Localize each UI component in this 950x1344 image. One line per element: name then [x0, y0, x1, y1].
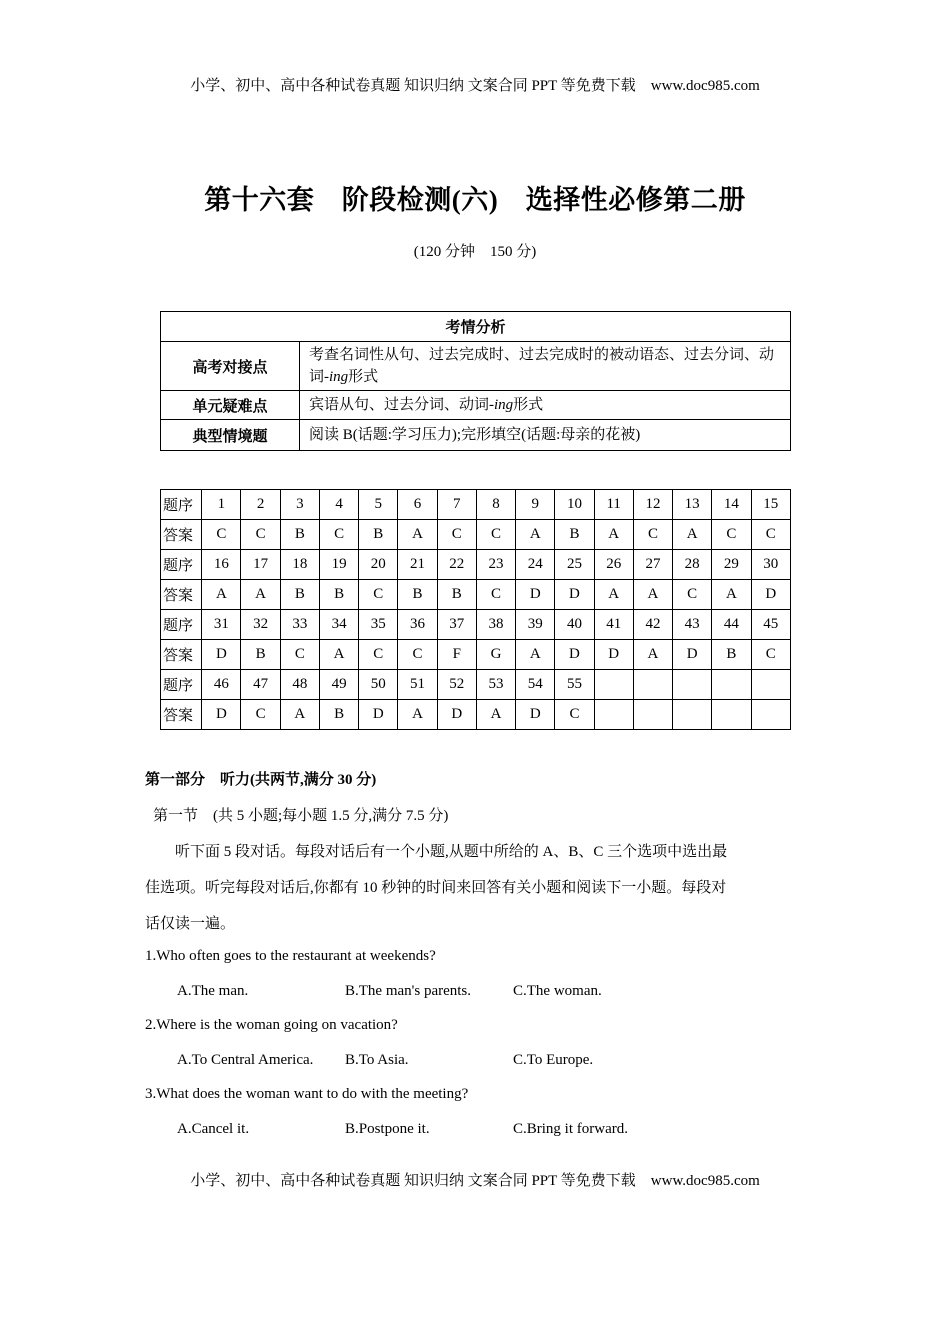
- number-row: [161, 550, 791, 580]
- answer-cell: A: [241, 580, 280, 610]
- answer-cell: C: [359, 580, 398, 610]
- subsection-heading: 第一节 (共 5 小题;每小题 1.5 分,满分 7.5 分): [153, 808, 449, 824]
- answer-cell: D: [202, 700, 241, 730]
- answer-cell: A: [633, 580, 672, 610]
- answer-cell: B: [241, 640, 280, 670]
- answer-cell: C: [633, 520, 672, 550]
- answer-cell: A: [202, 580, 241, 610]
- option-b: B.To Asia.: [345, 1052, 409, 1068]
- question-number-cell: 22: [437, 550, 476, 580]
- instructions-line: 听下面 5 段对话。每段对话后有一个小题,从题中所给的 A、B、C 三个选项中选出最: [145, 844, 728, 860]
- answer-cell: C: [202, 520, 241, 550]
- question-number-cell: 13: [673, 490, 712, 520]
- question-number-cell: 3: [280, 490, 319, 520]
- answer-row: [161, 700, 791, 730]
- answer-cell: D: [594, 640, 633, 670]
- question-number-cell: [594, 670, 633, 700]
- answer-cell: [673, 700, 712, 730]
- header-banner: 小学、初中、高中各种试卷真题 知识归纳 文案合同 PPT 等免费下载 www.doc985.com: [190, 78, 760, 94]
- answer-cell: C: [673, 580, 712, 610]
- instructions-line: 话仅读一遍。: [145, 916, 236, 932]
- answer-cell: A: [673, 520, 712, 550]
- answer-cell: A: [594, 580, 633, 610]
- question-number-cell: 9: [516, 490, 555, 520]
- question-number-cell: 4: [319, 490, 358, 520]
- question-number-cell: 39: [516, 610, 555, 640]
- question-stem: 3.What does the woman want to do with the meeting?: [145, 1086, 469, 1102]
- option-c: C.To Europe.: [513, 1052, 594, 1068]
- answer-cell: C: [751, 640, 790, 670]
- question-number-cell: 12: [633, 490, 672, 520]
- answer-cell: D: [673, 640, 712, 670]
- answer-row: [161, 580, 791, 610]
- question-number-cell: 29: [712, 550, 751, 580]
- question-number-cell: 34: [319, 610, 358, 640]
- answer-cell: C: [476, 580, 515, 610]
- answer-cell: C: [555, 700, 594, 730]
- question-number-cell: 35: [359, 610, 398, 640]
- exam-duration-score: (120 分钟 150 分): [413, 244, 537, 260]
- question-number-cell: 43: [673, 610, 712, 640]
- answer-cell: B: [319, 580, 358, 610]
- question-number-cell: 37: [437, 610, 476, 640]
- question-number-cell: 41: [594, 610, 633, 640]
- number-row: [161, 490, 791, 520]
- option-b: B.The man's parents.: [345, 983, 472, 999]
- answer-cell: A: [516, 520, 555, 550]
- row-label: 高考对接点: [161, 342, 300, 391]
- answer-cell: A: [594, 520, 633, 550]
- row-label: 答案: [161, 580, 202, 610]
- question-number-cell: [633, 670, 672, 700]
- analysis-table: [160, 311, 791, 451]
- question-number-cell: 52: [437, 670, 476, 700]
- row-label: 答案: [161, 520, 202, 550]
- row-label: 典型情境题: [161, 420, 300, 451]
- option-b: B.Postpone it.: [345, 1121, 430, 1137]
- answer-cell: A: [476, 700, 515, 730]
- answer-cell: B: [319, 700, 358, 730]
- question-number-cell: 21: [398, 550, 437, 580]
- option-c: C.The woman.: [513, 983, 602, 999]
- answer-cell: D: [751, 580, 790, 610]
- question-number-cell: 47: [241, 670, 280, 700]
- answer-cell: D: [516, 580, 555, 610]
- question-number-cell: 38: [476, 610, 515, 640]
- answer-cell: D: [555, 580, 594, 610]
- question-number-cell: 32: [241, 610, 280, 640]
- question-number-cell: 1: [202, 490, 241, 520]
- question-number-cell: [712, 670, 751, 700]
- option-a: A.The man.: [177, 983, 249, 999]
- answer-cell: A: [280, 700, 319, 730]
- question-number-cell: 46: [202, 670, 241, 700]
- question-number-cell: [751, 670, 790, 700]
- answer-cell: B: [280, 520, 319, 550]
- question-number-cell: 10: [555, 490, 594, 520]
- answer-cell: C: [437, 520, 476, 550]
- answer-cell: D: [359, 700, 398, 730]
- question-number-cell: 48: [280, 670, 319, 700]
- answer-cell: A: [712, 580, 751, 610]
- question-number-cell: 14: [712, 490, 751, 520]
- row-label: 答案: [161, 700, 202, 730]
- answer-cell: C: [751, 520, 790, 550]
- row-label: 答案: [161, 640, 202, 670]
- answer-cell: C: [398, 640, 437, 670]
- question-number-cell: 42: [633, 610, 672, 640]
- section-heading: 第一部分 听力(共两节,满分 30 分): [145, 772, 377, 788]
- answer-cell: A: [516, 640, 555, 670]
- row-label: 题序: [161, 670, 202, 700]
- answer-cell: F: [437, 640, 476, 670]
- question-number-cell: 49: [319, 670, 358, 700]
- question-number-cell: 53: [476, 670, 515, 700]
- question-number-cell: 16: [202, 550, 241, 580]
- answer-cell: D: [516, 700, 555, 730]
- table-row: [161, 391, 791, 420]
- footer-banner: 小学、初中、高中各种试卷真题 知识归纳 文案合同 PPT 等免费下载 www.doc985.com: [190, 1173, 760, 1189]
- answer-cell: C: [280, 640, 319, 670]
- question-stem: 2.Where is the woman going on vacation?: [145, 1017, 398, 1033]
- row-label: 题序: [161, 490, 202, 520]
- question-number-cell: 8: [476, 490, 515, 520]
- answer-cell: B: [398, 580, 437, 610]
- answer-cell: D: [202, 640, 241, 670]
- instructions-line: 佳选项。听完每段对话后,你都有 10 秒钟的时间来回答有关小题和阅读下一小题。每段对: [145, 880, 727, 896]
- answer-cell: D: [437, 700, 476, 730]
- question-number-cell: 28: [673, 550, 712, 580]
- question-number-cell: 44: [712, 610, 751, 640]
- row-label: 单元疑难点: [161, 391, 300, 420]
- row-label: 题序: [161, 550, 202, 580]
- answer-cell: B: [280, 580, 319, 610]
- question-number-cell: 25: [555, 550, 594, 580]
- answer-cell: [594, 700, 633, 730]
- answer-cell: [633, 700, 672, 730]
- page-title: 第十六套 阶段检测(六) 选择性必修第二册: [204, 185, 746, 215]
- question-number-cell: 50: [359, 670, 398, 700]
- analysis-table-heading: 考情分析: [161, 312, 791, 342]
- row-label: 题序: [161, 610, 202, 640]
- answer-cell: [751, 700, 790, 730]
- question-number-cell: 2: [241, 490, 280, 520]
- answer-cell: A: [319, 640, 358, 670]
- answer-cell: B: [555, 520, 594, 550]
- question-number-cell: 26: [594, 550, 633, 580]
- table-row: [161, 420, 791, 451]
- answer-cell: C: [241, 700, 280, 730]
- question-number-cell: 19: [319, 550, 358, 580]
- row-value: 阅读 B(话题:学习压力);完形填空(话题:母亲的花被): [300, 420, 791, 451]
- question-number-cell: 15: [751, 490, 790, 520]
- question-number-cell: 54: [516, 670, 555, 700]
- answer-cell: B: [437, 580, 476, 610]
- question-number-cell: 24: [516, 550, 555, 580]
- answer-row: [161, 640, 791, 670]
- answer-cell: C: [476, 520, 515, 550]
- question-number-cell: 5: [359, 490, 398, 520]
- table-row: [161, 342, 791, 391]
- answer-cell: B: [359, 520, 398, 550]
- question-number-cell: 23: [476, 550, 515, 580]
- question-number-cell: 33: [280, 610, 319, 640]
- answer-cell: B: [712, 640, 751, 670]
- question-number-cell: 55: [555, 670, 594, 700]
- number-row: [161, 610, 791, 640]
- row-value: 考查名词性从句、过去完成时、过去完成时的被动语态、过去分词、动词-ing形式: [300, 342, 791, 391]
- question-number-cell: 17: [241, 550, 280, 580]
- question-number-cell: 7: [437, 490, 476, 520]
- question-number-cell: 45: [751, 610, 790, 640]
- question-number-cell: 27: [633, 550, 672, 580]
- number-row: [161, 670, 791, 700]
- question-number-cell: 30: [751, 550, 790, 580]
- answer-cell: A: [633, 640, 672, 670]
- answer-cell: G: [476, 640, 515, 670]
- answer-row: [161, 520, 791, 550]
- question-number-cell: [673, 670, 712, 700]
- question-number-cell: 11: [594, 490, 633, 520]
- answer-cell: D: [555, 640, 594, 670]
- question-number-cell: 18: [280, 550, 319, 580]
- question-number-cell: 6: [398, 490, 437, 520]
- question-number-cell: 40: [555, 610, 594, 640]
- answer-cell: C: [712, 520, 751, 550]
- answer-cell: [712, 700, 751, 730]
- question-number-cell: 51: [398, 670, 437, 700]
- answer-cell: A: [398, 520, 437, 550]
- question-stem: 1.Who often goes to the restaurant at weekends?: [145, 948, 436, 964]
- option-c: C.Bring it forward.: [513, 1121, 628, 1137]
- answer-cell: A: [398, 700, 437, 730]
- row-value: 宾语从句、过去分词、动词-ing形式: [300, 391, 791, 420]
- option-a: A.Cancel it.: [177, 1121, 250, 1137]
- question-number-cell: 31: [202, 610, 241, 640]
- answer-table: [160, 489, 791, 730]
- answer-cell: C: [241, 520, 280, 550]
- option-a: A.To Central America.: [177, 1052, 314, 1068]
- question-number-cell: 20: [359, 550, 398, 580]
- question-number-cell: 36: [398, 610, 437, 640]
- answer-cell: C: [359, 640, 398, 670]
- answer-cell: C: [319, 520, 358, 550]
